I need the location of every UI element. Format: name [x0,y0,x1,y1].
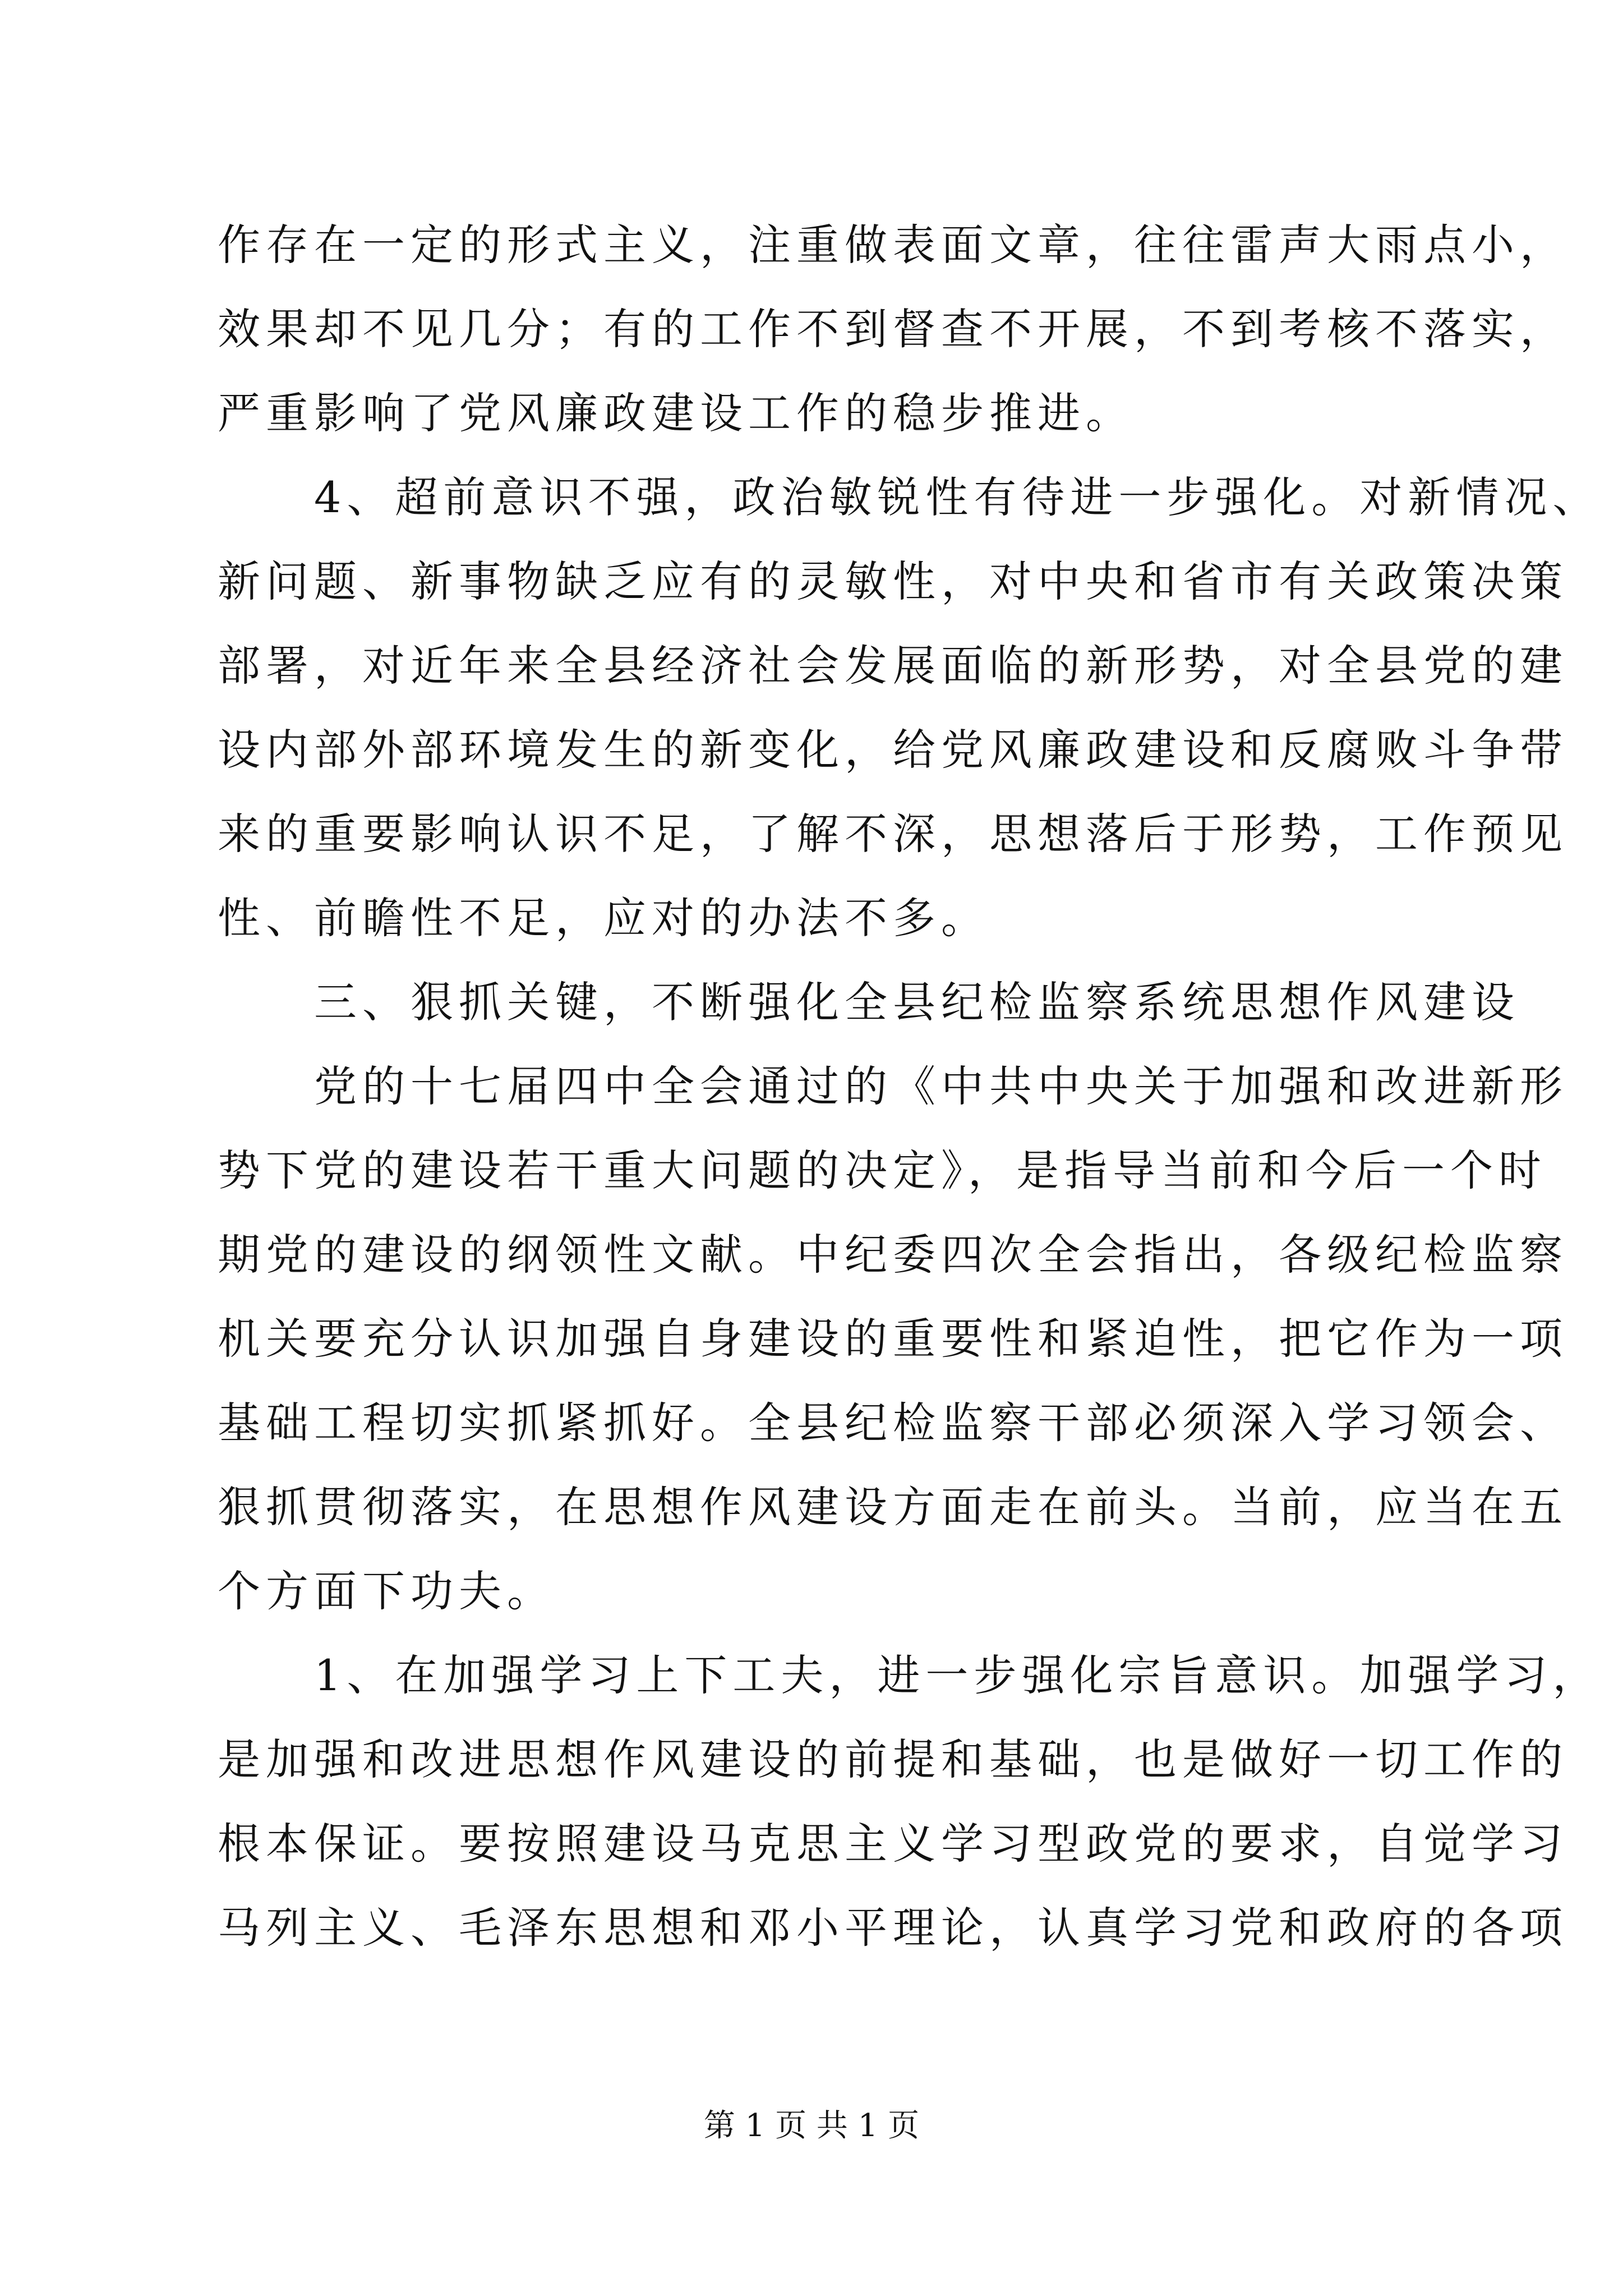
document-body [218,203,1601,1970]
text-line: 1、在加强学习上下工夫，进一步强化宗旨意识。加强学习， [218,1650,1601,1700]
text-line: 个方面下功夫。 [218,1566,555,1616]
page-number-footer: 第 1 页 共 1 页 [703,2108,920,2144]
text-line: 严重影响了党风廉政建设工作的稳步推进。 [218,388,1134,438]
text-line: 狠抓贯彻落实，在思想作风建设方面走在前头。当前，应当在五 [218,1482,1568,1532]
text-line: 部署，对近年来全县经济社会发展面临的新形势，对全县党的建 [218,641,1568,691]
text-line: 4、超前意识不强，政治敏锐性有待进一步强化。对新情况、 [218,472,1601,522]
text-line: 机关要充分认识加强自身建设的重要性和紧迫性，把它作为一项 [218,1314,1568,1364]
text-line: 是加强和改进思想作风建设的前提和基础，也是做好一切工作的 [218,1734,1568,1784]
text-line: 马列主义、毛泽东思想和邓小平理论，认真学习党和政府的各项 [218,1903,1568,1953]
text-line: 党的十七届四中全会通过的《中共中央关于加强和改进新形 [218,1061,1568,1111]
text-line: 来的重要影响认识不足，了解不深，思想落后于形势，工作预见 [218,809,1568,859]
text-line: 期党的建设的纲领性文献。中纪委四次全会指出，各级纪检监察 [218,1230,1568,1280]
text-line: 势下党的建设若干重大问题的决定》，是指导当前和今后一个时 [218,1145,1547,1195]
section-heading: 三、狠抓关键，不断强化全县纪检监察系统思想作风建设 [218,977,1520,1027]
text-line: 根本保证。要按照建设马克思主义学习型政党的要求，自觉学习 [218,1819,1568,1869]
text-line: 效果却不见几分；有的工作不到督查不开展，不到考核不落实， [218,304,1568,354]
text-line: 设内部外部环境发生的新变化，给党风廉政建设和反腐败斗争带 [218,725,1568,775]
text-line: 新问题、新事物缺乏应有的灵敏性，对中央和省市有关政策决策 [218,556,1568,606]
text-line: 作存在一定的形式主义，注重做表面文章，往往雷声大雨点小， [218,220,1568,270]
text-line: 基础工程切实抓紧抓好。全县纪检监察干部必须深入学习领会、 [218,1398,1568,1448]
text-line: 性、前瞻性不足，应对的办法不多。 [218,893,989,943]
